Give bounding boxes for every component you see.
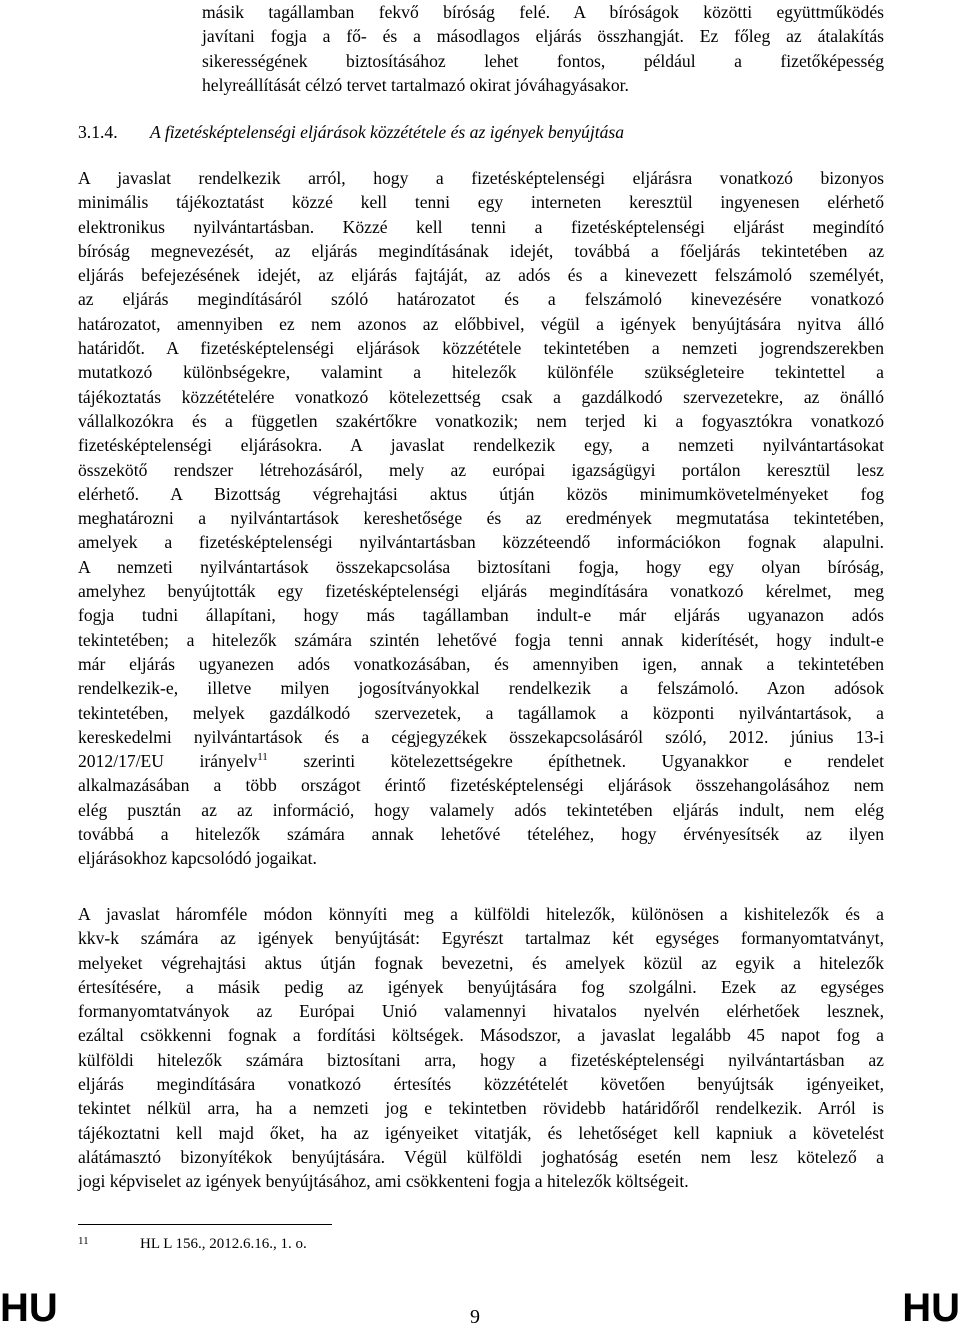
text-line: eljárás befejezésének idejét, az eljárás fajtáját, az adós és a kinevezett felszámoló személyét, (78, 265, 884, 286)
section-title: A fizetésképtelenségi eljárások közzététele és az igények benyújtása (150, 122, 625, 142)
text-line: amelyek a fizetésképtelenségi nyilvántartásban közzéteendő információkon fognak alapulni. (78, 532, 884, 553)
text-line: elérhető. A Bizottság végrehajtási aktus útján közös minimumkövetelményeket fog (78, 483, 884, 504)
text-line-with-footnote-ref (78, 749, 884, 773)
text-line: eljárás megindítására vonatkozó értesítés közzétételét követően benyújtsák igényeiket, (78, 1074, 884, 1095)
text-line: ezáltal csökkenni fognak a fordítási költségek. Másodszor, a javaslat legalább 45 napot fog a (78, 1025, 884, 1046)
section-number: 3.1.4. (78, 122, 118, 142)
text-line: mutatkozó különbségekre, valamint a hitelezők különféle szükségleteire tekintettel a (78, 362, 884, 383)
text-line: tájékoztatni kell majd őket, ha az igényeiket vitatják, és lehetőséget kell kapniuk a követelést (78, 1122, 884, 1143)
footer-language-right: HU (902, 1286, 960, 1330)
text-line: formanyomtatványok az Európai Unió valamennyi hivatalos nyelvén elérhetőek lesznek, (78, 1001, 884, 1022)
footnote-mark: 11 (78, 1235, 89, 1247)
text-line: alkalmazásában a több országot érintő fizetésképtelenségi eljárások összehangolásához nem (78, 775, 884, 796)
text-line: tekintet nélkül arra, ha a nemzeti jog e tekintetben rövidebb határidőről rendelkezik. Arról is (78, 1098, 884, 1119)
text-line: elektronikus nyilvántartásban. Közzé kell tenni a fizetésképtelenségi eljárást megindító (78, 216, 884, 237)
text-line: elég pusztán az az információ, hogy valamely adós tekintetében eljárás indult, nem elég (78, 799, 884, 820)
text-line: minimális tájékoztatást közzé kell tenni egy interneten keresztül ingyenesen elérhető (78, 192, 884, 213)
text-line: tekintetében, melyek gazdálkodó szervezetek, a tagállamok a központi nyilvántartások, a (78, 702, 884, 723)
continued-paragraph (202, 0, 884, 97)
text-line: tekintetében; a hitelezők számára szintén lehetővé fogja tenni annak kiderítését, hogy indult-e (78, 629, 884, 650)
text-line: rendelkezik-e, illetve milyen jogosítványokkal rendelkezik a felszámoló. Azon adósok (78, 678, 884, 699)
text-line: már eljárás ugyanezen adós vonatkozásában, és amennyiben igen, annak a tekintetében (78, 653, 884, 674)
footer-language-left: HU (0, 1286, 58, 1330)
text-line: összekötő rendszer létrehozásáról, mely az európai igazságügyi portálon keresztül lesz (78, 459, 884, 480)
text-line: jogi képviselet az igények benyújtásához, ami csökkenteni fogja a hitelezők költségeit. (78, 1171, 689, 1192)
text-line: eljárásokhoz kapcsolódó jogaikat. (78, 848, 317, 869)
text-line: A javaslat háromféle módon könnyíti meg a külföldi hitelezők, különösen a kishitelezők és a (78, 904, 884, 924)
section-heading (78, 120, 624, 144)
body-paragraph-1 (78, 166, 884, 871)
text-line: értesítésére, a másik pedig az igények benyújtására fog szolgálni. Ezek az egységes (78, 976, 884, 997)
text-line: kkv-k számára az igények benyújtását: Egyrészt tartalmaz két egységes formanyomtatványt, (78, 928, 884, 949)
text-line: fizetésképtelenségi eljárásokra. A javaslat rendelkezik egy, a nemzeti nyilvántartásokat (78, 435, 884, 456)
page-number: 9 (470, 1306, 480, 1328)
text-line: határozatot, amennyiben ez nem azonos az előbbivel, végül a igények benyújtására nyitva álló (78, 313, 884, 334)
text-line: az eljárás megindításáról szóló határozatot és a felszámoló kinevezésére vonatkozó (78, 289, 884, 310)
text-line: másik tagállamban fekvő bíróság felé. A bíróságok közötti együttműködés (202, 2, 884, 22)
text-line: bíróság megnevezését, az eljárás megindításának idejét, továbbá a főeljárás tekintetében az (78, 240, 884, 261)
body-paragraph-2 (78, 902, 884, 1194)
footnote-text: HL L 156., 2012.6.16., 1. o. (140, 1236, 307, 1252)
text-line: fogja tudni állapítani, hogy más tagállamban indult-e már eljárás ugyanazon adós (78, 605, 884, 626)
text-line: külföldi hitelezők számára biztosítani arra, hogy a fizetésképtelenségi nyilvántartásban az (78, 1049, 884, 1070)
text-fragment: szerinti kötelezettségekre építhetnek. Ugyanakkor e rendelet (267, 751, 885, 772)
text-line: alátámasztó bizonyítékok benyújtására. Végül külföldi joghatóság esetén nem lesz kötelező a (78, 1146, 884, 1167)
text-line: meghatározni a nyilvántartások kereshetősége és az eredmények megmutatása tekintetében, (78, 508, 884, 529)
text-line: kereskedelmi nyilvántartások és a cégjegyzékek összekapcsolásáról szóló, 2012. június 13-i (78, 726, 884, 747)
text-line: tájékoztatás közzétételére vonatkozó kötelezettség csak a gazdálkodó szervezetekre, az önálló (78, 386, 884, 407)
text-line: A nemzeti nyilvántartások összekapcsolása biztosítani fogja, hogy egy olyan bíróság, (78, 556, 884, 577)
text-line: sikerességének biztosításához lehet fontos, például a fizetőképesség (202, 50, 884, 71)
text-line: A javaslat rendelkezik arról, hogy a fizetésképtelenségi eljárásra vonatkozó bizonyos (78, 168, 884, 188)
text-line: továbbá a hitelezők számára annak lehetővé tételéhez, hogy érvényesítsék az ilyen (78, 824, 884, 845)
footnote (78, 1234, 307, 1255)
footnote-divider (78, 1224, 332, 1225)
text-line: vállalkozókra és a független szakértőkre vonatkozik; nem terjed ki a fogyasztókra vonatkozó (78, 410, 884, 431)
text-line: helyreállítását célzó tervet tartalmazó okirat jóváhagyásakor. (202, 74, 629, 95)
footnote-reference[interactable]: 11 (257, 751, 268, 764)
text-line: melyeket végrehajtási aktus útján fognak bevezetni, és amelyek közül az egyik a hitelezők (78, 952, 884, 973)
text-line: javítani fogja a fő- és a másodlagos eljárás összhangját. Ez főleg az átalakítás (202, 26, 884, 47)
text-line: határidőt. A fizetésképtelenségi eljárások közzététele tekintetében a nemzeti jogrendszerekben (78, 338, 884, 359)
text-line: amelyhez benyújtották egy fizetésképtelenségi eljárás megindítására vonatkozó kérelmet, meg (78, 581, 884, 602)
text-fragment: 2012/17/EU irányelv (78, 751, 258, 772)
